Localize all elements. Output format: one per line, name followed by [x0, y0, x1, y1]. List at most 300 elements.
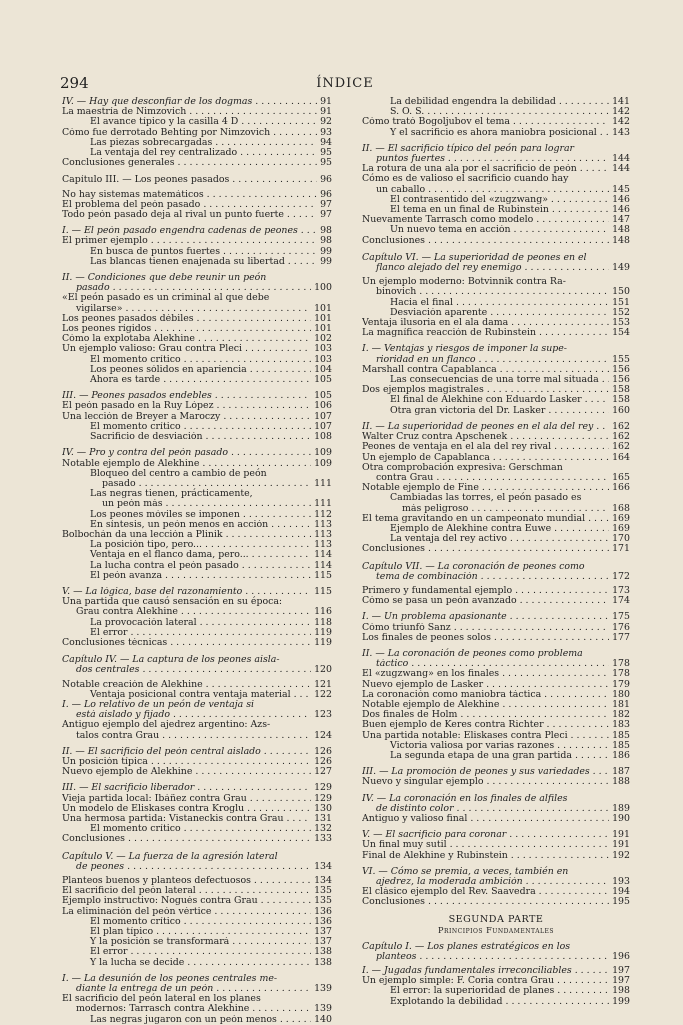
toc-entry-text: La debilidad engendra la debilidad . . .	[362, 97, 630, 107]
toc-page-number: 101	[311, 324, 332, 334]
toc-entry-text: Cómo se pasa un peón avanzado . . .	[362, 596, 630, 606]
toc-page-number: 96	[317, 175, 332, 185]
toc-entry	[362, 596, 630, 606]
toc-entry	[362, 277, 630, 297]
toc-page-number: 144	[609, 164, 630, 174]
toc-entry-text: Hacia el final . . .	[362, 298, 630, 308]
toc-page-number: 93	[317, 128, 332, 138]
toc-entry	[62, 469, 332, 489]
toc-entry-text: Conclusiones . . .	[62, 834, 332, 844]
toc-page-number: 151	[609, 298, 630, 308]
toc-entry	[362, 117, 630, 127]
toc-page-number: 91	[317, 107, 332, 117]
toc-entry-text: Dos ejemplos magistrales . . .	[362, 385, 630, 395]
toc-entry-text: I. — Ventajas y riesgos de imponer la supe-	[362, 343, 567, 355]
toc-entry-text: Notable creación de Alekhine . . .	[62, 680, 332, 690]
toc-entry-text: V. — El sacrificio para coronar . . .	[362, 830, 630, 840]
toc-entry-text: En busca de puntos fuertes . . .	[62, 247, 332, 257]
toc-page-number: 98	[317, 226, 332, 236]
toc-page-number: 115	[311, 587, 332, 597]
toc-entry-text: El sacrificio del peón lateral . . .	[62, 886, 332, 896]
toc-chapter-entry	[62, 655, 332, 675]
toc-page-number: 191	[609, 830, 630, 840]
toc-entry-text: Un ejemplo simple: F. Coria contra Grau . . .	[362, 976, 630, 986]
toc-entry	[62, 432, 332, 442]
toc-page-number: 116	[311, 607, 332, 617]
toc-entry	[362, 887, 630, 897]
toc-entry-text-cont: de distinto color . . .	[362, 804, 630, 814]
toc-entry-text: I. — Lo relativo de un peón de ventaja si	[62, 698, 255, 710]
toc-entry-text: Un posición típica . . .	[62, 757, 332, 767]
toc-page-number: 156	[609, 375, 630, 385]
toc-entry-text: Ahora es tarde . . .	[62, 375, 332, 385]
toc-entry-text-cont: contra Grau . . .	[362, 473, 630, 483]
toc-page-number: 95	[317, 158, 332, 168]
toc-entry	[362, 144, 630, 164]
toc-entry	[362, 97, 630, 107]
toc-entry-text: Las negras jugaron con un peón menos . . .	[62, 1015, 332, 1025]
toc-page-number: 189	[609, 804, 630, 814]
toc-entry	[362, 174, 630, 194]
toc-entry	[62, 448, 332, 458]
toc-entry-text: Vieja partida local: Ibáñez contra Grau . . .	[62, 794, 332, 804]
toc-entry-text: El tema gravitando en un campeonato mundial . . .	[362, 514, 630, 524]
toc-entry	[362, 128, 630, 138]
toc-entry	[62, 391, 332, 401]
toc-entry-text-cont: vigilarse» . . .	[62, 304, 332, 314]
toc-page-number: 198	[609, 986, 630, 996]
toc-entry-text: El error . . .	[62, 947, 332, 957]
toc-entry	[362, 524, 630, 534]
toc-entry	[62, 876, 332, 886]
toc-entry	[62, 365, 332, 375]
toc-entry	[62, 994, 332, 1014]
toc-column-right	[362, 97, 630, 1007]
toc-page-number: 108	[311, 432, 332, 442]
toc-page-number: 181	[609, 700, 630, 710]
toc-entry	[62, 293, 332, 313]
toc-entry-text: V. — La lógica, base del razonamiento . . .	[62, 587, 332, 597]
toc-chapter-entry	[62, 175, 332, 185]
toc-entry	[62, 767, 332, 777]
toc-page-number: 132	[311, 824, 332, 834]
toc-entry	[62, 210, 332, 220]
toc-entry-text-cont: ajedrez, la moderada ambición . . .	[362, 877, 630, 887]
toc-entry-text: Una partida notable: Eliskases contra Pleci . . .	[362, 731, 630, 741]
toc-entry	[62, 1015, 332, 1025]
toc-page-number: 155	[609, 355, 630, 365]
toc-page-number: 96	[317, 190, 332, 200]
toc-entry	[362, 814, 630, 824]
toc-entry-text: Buen ejemplo de Keres contra Richter . . .	[362, 720, 630, 730]
toc-page-number: 131	[311, 814, 332, 824]
toc-page-number: 120	[311, 665, 332, 675]
toc-page-number: 124	[311, 731, 332, 741]
toc-entry-text: El clásico ejemplo del Rev. Saavedra . . .	[362, 887, 630, 897]
toc-entry-text: IV. — Pro y contra del peón pasado . . .	[62, 448, 332, 458]
toc-entry	[362, 986, 630, 996]
toc-entry-text: Otra comprobación expresiva: Gerschman	[362, 461, 563, 473]
toc-page-number: 123	[311, 710, 332, 720]
toc-entry	[62, 520, 332, 530]
toc-entry	[362, 710, 630, 720]
toc-page-number: 179	[609, 680, 630, 690]
toc-entry	[62, 314, 332, 324]
toc-entry-text-cont: de peones . . .	[62, 862, 332, 872]
toc-entry	[362, 385, 630, 395]
toc-entry	[362, 767, 630, 777]
toc-entry-text: Nuevo ejemplo de Lasker . . .	[362, 680, 630, 690]
toc-page-number: 97	[317, 210, 332, 220]
toc-entry	[62, 974, 332, 994]
toc-page-number: 190	[609, 814, 630, 824]
toc-entry-text: Planteos buenos y planteos defectuosos . . .	[62, 876, 332, 886]
toc-page-number: 101	[311, 314, 332, 324]
toc-page-number: 100	[311, 283, 332, 293]
toc-entry	[362, 680, 630, 690]
toc-entry-text: El «zugzwang» en los finales . . .	[362, 669, 630, 679]
toc-page-number: 113	[311, 520, 332, 530]
toc-entry-text: El momento crítico . . .	[62, 355, 332, 365]
toc-page-number: 178	[609, 669, 630, 679]
toc-entry	[62, 804, 332, 814]
toc-entry	[62, 571, 332, 581]
toc-entry	[362, 318, 630, 328]
toc-entry-text: Un ejemplo moderno: Botvinnik contra Ra-	[362, 276, 566, 288]
toc-entry-text: Desviación aparente . . .	[362, 308, 630, 318]
toc-entry	[62, 158, 332, 168]
toc-entry-text: Una lección de Breyer a Maroczy . . .	[62, 412, 332, 422]
toc-page-number: 183	[609, 720, 630, 730]
toc-entry-text: II. — La coronación de peones como problema	[362, 647, 583, 659]
toc-page-number: 158	[609, 395, 630, 405]
toc-page-number: 126	[311, 747, 332, 757]
toc-entry	[62, 561, 332, 571]
toc-page-number: 119	[311, 628, 332, 638]
toc-entry-text-cont: un caballo . . .	[362, 185, 630, 195]
toc-entry-text-cont: Grau contra Alekhine . . .	[62, 607, 332, 617]
toc-entry-text: La eliminación del peón vértice . . .	[62, 907, 332, 917]
toc-entry	[62, 937, 332, 947]
toc-entry-text: El problema del peón pasado . . .	[62, 200, 332, 210]
toc-entry-text: III. — Peones pasados endebles . . .	[62, 391, 332, 401]
toc-page-number: 171	[609, 544, 630, 554]
toc-entry	[62, 628, 332, 638]
toc-entry-text-cont: más peligroso . . .	[362, 504, 630, 514]
toc-entry	[62, 257, 332, 267]
toc-page-number: 112	[311, 510, 332, 520]
toc-chapter-entry	[362, 253, 630, 273]
toc-page-number: 137	[311, 927, 332, 937]
toc-page-number: 121	[311, 680, 332, 690]
toc-entry-text: Walter Cruz contra Apschenek . . .	[362, 432, 630, 442]
toc-page-number: 185	[609, 741, 630, 751]
toc-entry-text: Cómo fue derrotado Behting por Nimzovich . . .	[62, 128, 332, 138]
toc-entry	[62, 344, 332, 354]
toc-page-number: 156	[609, 365, 630, 375]
toc-entry-text-cont: puntos fuertes . . .	[362, 154, 630, 164]
toc-entry-text: Nuevo y singular ejemplo . . .	[362, 777, 630, 787]
toc-entry-text: La posición tipo, pero... . . .	[62, 540, 332, 550]
toc-entry-text: La segunda etapa de una gran partida . . .	[362, 751, 630, 761]
toc-entry-text: VI. — Cómo se premia, a veces, también en	[362, 865, 569, 877]
toc-page-number: 173	[609, 586, 630, 596]
toc-page-number: 194	[609, 887, 630, 897]
toc-page-number: 136	[311, 907, 332, 917]
toc-entry-text: Cómo es de valioso el sacrificio cuando hay	[362, 173, 569, 185]
toc-entry-text: Y la posición se transformará . . .	[62, 937, 332, 947]
toc-entry-text: El final de Alekhine con Eduardo Lasker . . .	[362, 395, 630, 405]
toc-page-number: 114	[311, 550, 332, 560]
toc-page-number: 114	[311, 561, 332, 571]
toc-entry-text-cont: rioridad en un flanco . . .	[362, 355, 630, 365]
toc-page-number: 175	[609, 612, 630, 622]
toc-entry-text: Y el sacrificio es ahora maniobra posicional . . .	[362, 128, 630, 138]
toc-entry-text: Marshall contra Capablanca . . .	[362, 365, 630, 375]
toc-page-number: 94	[317, 138, 332, 148]
toc-page-number: 142	[609, 107, 630, 117]
toc-page-number: 111	[311, 499, 332, 509]
toc-entry	[62, 814, 332, 824]
toc-entry-text: La rotura de una ala por el sacrificio de peón . . .	[362, 164, 630, 174]
toc-entry	[62, 794, 332, 804]
toc-entry-text: II. — La superioridad de peones en el ala del rey . . .	[362, 422, 630, 432]
toc-entry-text: La ventaja del rey activo . . .	[362, 534, 630, 544]
toc-page-number: 197	[609, 966, 630, 976]
toc-entry	[362, 751, 630, 761]
toc-entry-text: El momento crítico . . .	[62, 917, 332, 927]
toc-entry	[362, 107, 630, 117]
toc-entry	[62, 896, 332, 906]
toc-entry-text-cont: pasado . . .	[62, 479, 332, 489]
toc-entry	[62, 618, 332, 628]
toc-entry-text: El momento crítico . . .	[62, 422, 332, 432]
toc-page-number: 165	[609, 473, 630, 483]
toc-page-number: 109	[311, 448, 332, 458]
toc-entry	[62, 917, 332, 927]
toc-entry-text: Notable ejemplo de Alekhine . . .	[62, 459, 332, 469]
toc-entry-text: Primero y fundamental ejemplo . . .	[362, 586, 630, 596]
toc-entry-text: Un ejemplo valioso: Grau contra Pleci . . .	[62, 344, 332, 354]
toc-entry-text: Y la lucha se decide . . .	[62, 958, 332, 968]
toc-entry-text: Una hermosa partida: Vistaneckis contra Grau . . .	[62, 814, 332, 824]
toc-entry	[62, 128, 332, 138]
toc-entry-text: Antiguo y valioso final . . .	[362, 814, 630, 824]
toc-page-number: 146	[609, 195, 630, 205]
toc-page-number: 119	[311, 638, 332, 648]
toc-page-number: 197	[609, 976, 630, 986]
toc-entry-text: IV. — La coronación en los finales de alfiles	[362, 792, 568, 804]
toc-entry-text: Capítulo III. — Los peones pasados . . .	[62, 175, 332, 185]
toc-entry-text: Ventaja en el flanco dama, pero... . . .	[62, 550, 332, 560]
toc-entry-text: Victoria valiosa por varias razones . . .	[362, 741, 630, 751]
toc-entry-text: II. — El sacrificio típico del peón para lograr	[362, 142, 575, 154]
toc-entry	[362, 375, 630, 385]
toc-entry-text: IV. — Hay que desconfiar de los dogmas . . .	[62, 97, 332, 107]
toc-page-number: 139	[311, 984, 332, 994]
toc-entry	[362, 669, 630, 679]
toc-entry	[362, 225, 630, 235]
toc-entry	[362, 976, 630, 986]
toc-entry	[62, 107, 332, 117]
toc-entry-text: El peón pasado en la Ruy López . . .	[62, 401, 332, 411]
toc-page-number: 199	[609, 997, 630, 1007]
toc-page-number: 148	[609, 236, 630, 246]
toc-entry-text-cont: tema de combinación . . .	[362, 572, 630, 582]
toc-entry-text: S. O. S. . . .	[362, 107, 630, 117]
toc-entry-text: El contrasentido del «zugzwang» . . .	[362, 195, 630, 205]
toc-page-number: 134	[311, 862, 332, 872]
toc-entry-text: Notable ejemplo de Alekhine . . .	[362, 700, 630, 710]
toc-entry	[62, 355, 332, 365]
toc-entry-text: El primer ejemplo . . .	[62, 236, 332, 246]
toc-page-number: 139	[311, 1004, 332, 1014]
toc-entry	[62, 412, 332, 422]
toc-entry-text: II. — El sacrificio del peón central aislado . . .	[62, 747, 332, 757]
toc-chapter-entry	[362, 942, 630, 962]
toc-page-number: 187	[609, 767, 630, 777]
toc-entry-text: Un nuevo tema en acción . . .	[362, 225, 630, 235]
toc-page-number: 126	[311, 757, 332, 767]
toc-entry-text: El tema en un final de Rubinstein . . .	[362, 205, 630, 215]
toc-entry-text: Todo peón pasado deja al rival un punto fuerte . . .	[62, 210, 332, 220]
toc-page-number: 95	[317, 148, 332, 158]
toc-entry	[62, 958, 332, 968]
toc-entry-text: I. — La desunión de los peones centrales me-	[62, 972, 278, 984]
toc-page-number: 169	[609, 514, 630, 524]
toc-entry	[362, 633, 630, 643]
toc-page-number: 113	[311, 530, 332, 540]
toc-entry	[62, 510, 332, 520]
toc-entry-text: Un final muy sutil . . .	[362, 840, 630, 850]
toc-entry-text: Bolbochán da una lección a Plinik . . .	[62, 530, 332, 540]
toc-entry	[62, 638, 332, 648]
toc-entry-text: Un ejemplo de Capablanca . . .	[362, 453, 630, 463]
toc-entry-text: Las negras tienen, prácticamente,	[90, 488, 253, 500]
toc-page-number: 137	[311, 937, 332, 947]
toc-column-left	[62, 97, 332, 1025]
toc-page-number: 153	[609, 318, 630, 328]
toc-entry	[362, 215, 630, 225]
toc-page-number: 122	[311, 690, 332, 700]
toc-page-number: 130	[311, 804, 332, 814]
toc-entry	[362, 298, 630, 308]
toc-entry	[362, 867, 630, 887]
toc-page-number: 147	[609, 215, 630, 225]
toc-entry-text: Nuevamente Tarrasch como modelo . . .	[362, 215, 630, 225]
toc-entry	[62, 886, 332, 896]
toc-entry	[362, 205, 630, 215]
toc-page-number: 162	[609, 422, 630, 432]
toc-page-number: 103	[311, 344, 332, 354]
toc-entry	[362, 432, 630, 442]
toc-page-number: 186	[609, 751, 630, 761]
toc-entry	[362, 195, 630, 205]
toc-page-number: 145	[609, 185, 630, 195]
toc-entry-text: Conclusiones . . .	[362, 544, 630, 554]
toc-page-number: 169	[609, 524, 630, 534]
toc-page-number: 92	[317, 117, 332, 127]
toc-page-number: 148	[609, 225, 630, 235]
toc-entry-text-cont: un peón más . . .	[62, 499, 332, 509]
toc-entry	[362, 794, 630, 814]
toc-entry-text: I. — Un problema apasionante . . .	[362, 612, 630, 622]
toc-entry-text: La magnífica reacción de Rubinstein . . .	[362, 328, 630, 338]
toc-entry-text: Cómo trató Bogoljubov el tema . . .	[362, 117, 630, 127]
toc-page-number: 107	[311, 422, 332, 432]
toc-entry-text: La lucha contra el peón pasado . . .	[62, 561, 332, 571]
toc-entry-text: Los peones sólidos en apariencia . . .	[62, 365, 332, 375]
toc-entry-text: Capítulo VI. — La superioridad de peones en el	[362, 251, 587, 263]
toc-entry-text: Los finales de peones solos . . .	[362, 633, 630, 643]
toc-entry	[362, 897, 630, 907]
toc-page-number: 105	[311, 375, 332, 385]
toc-entry-text: Las piezas sobrecargadas . . .	[62, 138, 332, 148]
toc-entry-text: Conclusiones técnicas . . .	[62, 638, 332, 648]
toc-entry	[362, 406, 630, 416]
toc-entry-text: Explotando la debilidad . . .	[362, 997, 630, 1007]
toc-entry-text-cont: talos contra Grau . . .	[62, 731, 332, 741]
toc-page-number: 99	[317, 247, 332, 257]
toc-entry	[62, 680, 332, 690]
toc-page-number: 98	[317, 236, 332, 246]
toc-entry	[62, 138, 332, 148]
toc-entry	[62, 489, 332, 509]
toc-entry-text: Conclusiones . . .	[362, 236, 630, 246]
toc-entry-text: III. — La promoción de peones y sus variedades . . .	[362, 767, 630, 777]
toc-entry	[362, 700, 630, 710]
toc-entry	[62, 540, 332, 550]
toc-entry-text: Capítulo I. — Los planes estratégicos en los	[362, 940, 571, 952]
toc-entry	[62, 757, 332, 767]
toc-entry-text: I. — El peón pasado engendra cadenas de peones . . .	[62, 226, 332, 236]
toc-entry-text: En síntesis, un peón menos en acción . . .	[62, 520, 332, 530]
toc-entry	[362, 586, 630, 596]
toc-page-number: 134	[311, 876, 332, 886]
toc-page-number: 102	[311, 334, 332, 344]
toc-page-number: 149	[609, 263, 630, 273]
toc-page-number: 162	[609, 432, 630, 442]
toc-page-number: 97	[317, 200, 332, 210]
toc-entry	[62, 907, 332, 917]
toc-entry	[62, 148, 332, 158]
toc-entry	[62, 834, 332, 844]
toc-page-number: 138	[311, 947, 332, 957]
toc-page-number: 158	[609, 385, 630, 395]
toc-entry-text-cont: planteos . . .	[362, 952, 630, 962]
page-header	[60, 74, 630, 96]
toc-entry-text: II. — Condiciones que debe reunir un peón	[62, 272, 267, 284]
toc-entry-text: Los peones rígidos . . .	[62, 324, 332, 334]
toc-entry	[362, 365, 630, 375]
toc-entry-text-cont: pasado . . .	[62, 283, 332, 293]
toc-page-number: 154	[609, 328, 630, 338]
toc-page-number: 185	[609, 731, 630, 741]
toc-entry	[62, 550, 332, 560]
toc-page-number: 106	[311, 401, 332, 411]
toc-entry	[62, 783, 332, 793]
toc-entry	[62, 273, 332, 293]
toc-entry-text: Capítulo V. — La fuerza de la agresión lateral	[62, 850, 278, 862]
toc-entry	[362, 623, 630, 633]
toc-entry	[62, 700, 332, 720]
toc-entry	[362, 741, 630, 751]
toc-page-number: 144	[609, 154, 630, 164]
toc-page-number: 160	[609, 406, 630, 416]
toc-page-number: 129	[311, 783, 332, 793]
toc-entry	[362, 966, 630, 976]
toc-entry	[362, 830, 630, 840]
